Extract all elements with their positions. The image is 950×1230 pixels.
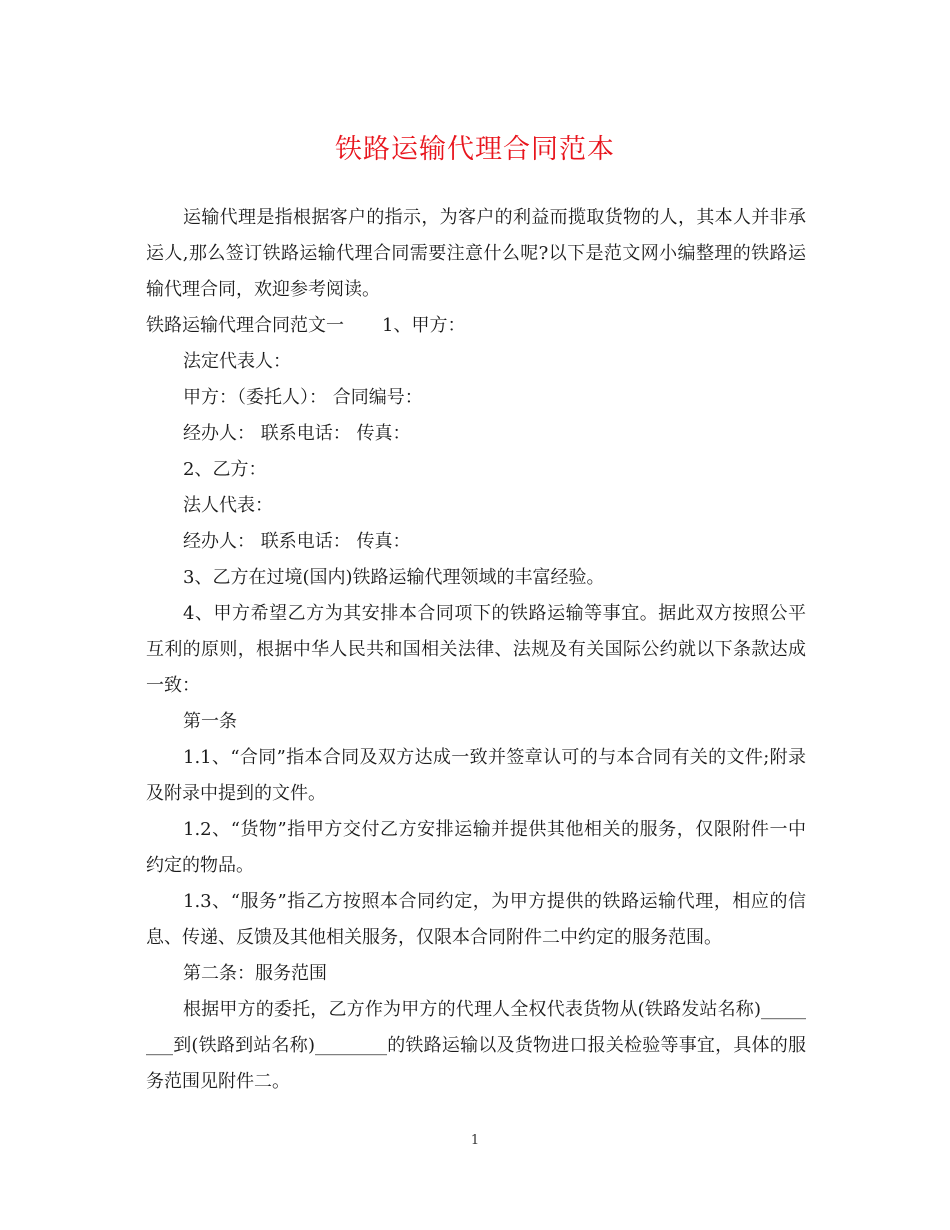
article-2-paragraph: 根据甲方的委托，乙方作为甲方的代理人全权代表货物从(铁路发站名称)________到(铁路到站名称)________的铁路运输以及货物进口报关检验等事宜，具体的服务范围见附件二。 bbox=[146, 999, 806, 1092]
party-b-line: 2、乙方： bbox=[183, 459, 267, 480]
clause-3-paragraph: 3、乙方在过境(国内)铁路运输代理领域的丰富经验。 bbox=[183, 567, 605, 588]
sample-heading-party-a: 1、甲方： bbox=[382, 315, 466, 336]
party-b-representative-line: 法人代表： bbox=[183, 495, 273, 516]
clause-4-paragraph: 4、甲方希望乙方为其安排本合同项下的铁路运输等事宜。据此双方按照公平互利的原则，根据中华人民共和国相关法律、法规及有关国际公约就以下条款达成一致： bbox=[146, 603, 806, 696]
document-title: 铁路运输代理合同范本 bbox=[335, 134, 615, 165]
article-1-heading: 第一条 bbox=[183, 711, 237, 732]
party-b-contact-line: 经办人： 联系电话： 传真： bbox=[183, 531, 411, 552]
article-1-1-paragraph: 1.1、“合同”指本合同及双方达成一致并签章认可的与本合同有关的文件;附录及附录中提到的文件。 bbox=[146, 747, 806, 804]
document-body bbox=[146, 200, 806, 1100]
party-a-contact-line: 经办人： 联系电话： 传真： bbox=[183, 423, 411, 444]
article-2-heading: 第二条：服务范围 bbox=[183, 963, 327, 984]
page-number: 1 bbox=[470, 1133, 480, 1148]
sample-heading bbox=[146, 308, 806, 344]
article-1-2-paragraph: 1.2、“货物”指甲方交付乙方安排运输并提供其他相关的服务，仅限附件一中约定的物品。 bbox=[146, 819, 806, 876]
sample-heading-title: 铁路运输代理合同范文一 bbox=[146, 315, 344, 336]
intro-paragraph: 运输代理是指根据客户的指示，为客户的利益而揽取货物的人，其本人并非承运人,那么签订铁路运输代理合同需要注意什么呢?以下是范文网小编整理的铁路运输代理合同，欢迎参考阅读。 bbox=[146, 207, 806, 300]
party-a-line: 甲方：（委托人）： 合同编号： bbox=[183, 387, 423, 408]
article-1-3-paragraph: 1.3、“服务”指乙方按照本合同约定，为甲方提供的铁路运输代理，相应的信息、传递、反馈及其他相关服务，仅限本合同附件二中约定的服务范围。 bbox=[146, 891, 806, 948]
legal-representative-line: 法定代表人： bbox=[183, 351, 291, 372]
